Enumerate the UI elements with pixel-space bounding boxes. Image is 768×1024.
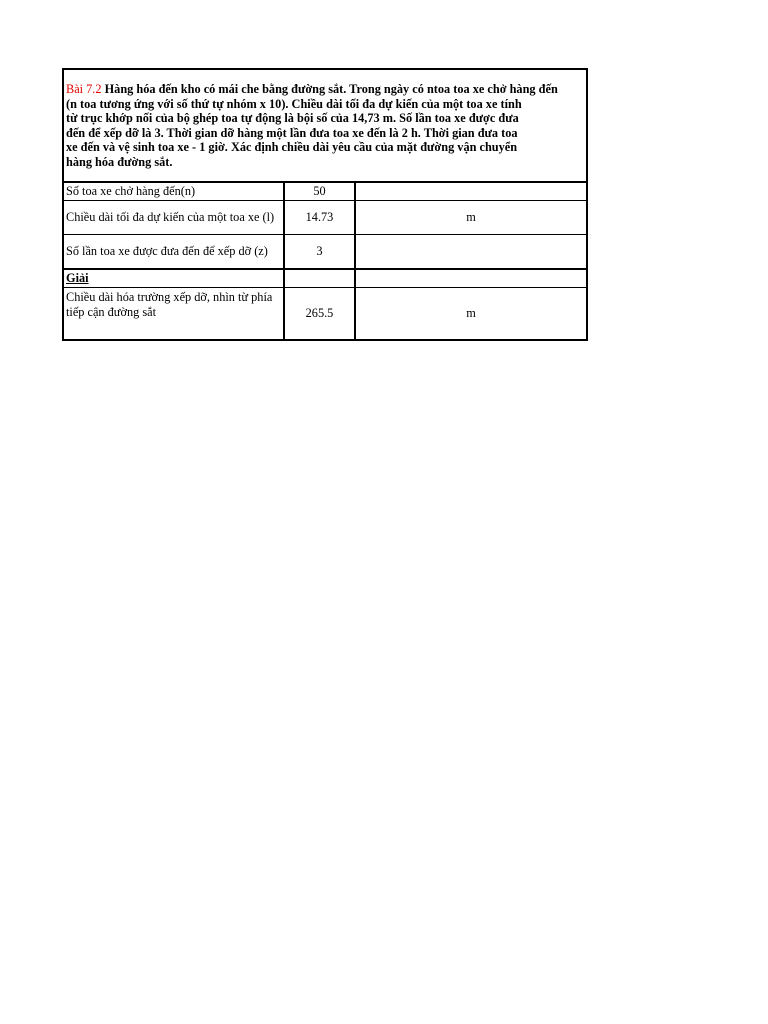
problem-statement bbox=[64, 70, 586, 183]
problem-line-1: Hàng hóa đến kho có mái che bằng đường sắt. Trong ngày có ntoa toa xe chở hàng đến bbox=[101, 82, 558, 96]
solution-label[interactable]: Chiều dài hóa trường xếp dỡ, nhìn từ phía tiếp cận đường sắt bbox=[64, 288, 284, 340]
cell-empty[interactable] bbox=[284, 269, 355, 288]
table-row bbox=[64, 183, 586, 201]
problem-line-6: hàng hóa đường sắt. bbox=[66, 154, 173, 169]
cell-empty[interactable] bbox=[355, 269, 586, 288]
problem-line-5: xe đến và vệ sinh toa xe - 1 giờ. Xác định chiều dài yêu cầu của mặt đường vận chuyển bbox=[66, 140, 518, 155]
table-row bbox=[64, 288, 586, 340]
problem-line-2: (n toa tương ứng với số thứ tự nhóm x 10). Chiều dài tối đa dự kiến của một toa xe tính bbox=[66, 96, 522, 111]
cell-label[interactable]: Chiều dài tối đa dự kiến của một toa xe (l) bbox=[64, 201, 284, 235]
cell-value[interactable]: 50 bbox=[284, 183, 355, 201]
data-table bbox=[64, 183, 586, 339]
cell-label[interactable]: Số toa xe chở hàng đến(n) bbox=[64, 183, 284, 201]
cell-value[interactable]: 3 bbox=[284, 235, 355, 270]
problem-title: Bài 7.2 bbox=[66, 82, 102, 96]
table-row bbox=[64, 201, 586, 235]
table-row bbox=[64, 269, 586, 288]
cell-unit[interactable] bbox=[355, 235, 586, 270]
solution-value[interactable]: 265.5 bbox=[284, 288, 355, 340]
table-row bbox=[64, 235, 586, 270]
problem-line-3: từ trục khớp nối của bộ ghép toa tự động là bội số của 14,73 m. Số lần toa xe được đưa bbox=[66, 111, 519, 126]
worksheet bbox=[62, 68, 588, 341]
problem-line-4: đến để xếp dỡ là 3. Thời gian dỡ hàng một lần đưa toa xe đến là 2 h. Thời gian đưa toa bbox=[66, 125, 518, 140]
solution-unit[interactable]: m bbox=[355, 288, 586, 340]
solution-heading[interactable]: Giải bbox=[64, 269, 284, 288]
cell-value[interactable]: 14.73 bbox=[284, 201, 355, 235]
cell-unit[interactable]: m bbox=[355, 201, 586, 235]
cell-unit[interactable] bbox=[355, 183, 586, 201]
cell-label[interactable]: Số lần toa xe được đưa đến để xếp dỡ (z) bbox=[64, 235, 284, 270]
